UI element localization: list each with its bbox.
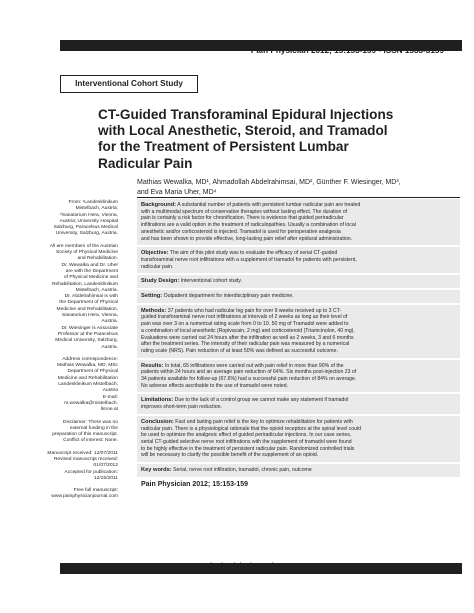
section-text: after the treatment series. The intensity of their radicular pain was measured by a numerical — [141, 341, 350, 348]
author-line: Mathias Wewalka, MD¹, Ahmadollah Abdelrahimsai, MD², Günther F. Wiesinger, MD³, — [137, 179, 401, 186]
study-design-text: Interventional cohort study. — [180, 278, 243, 285]
abstract-line — [141, 404, 456, 411]
sidebar-line: Salzburg, Paracelsus Medical — [53, 225, 118, 231]
sidebar-line: Society of Physical Medicine — [56, 250, 118, 256]
section-text: patients within 24 hours and an average pain reduction of 64%. Six months post-injection 23 of — [141, 369, 357, 376]
free-manuscript-note — [10, 488, 118, 501]
abstract-results — [137, 360, 460, 393]
section-text: 34 patients available for follow-up (67.6%) had a successful pain reduction of 84% on average. — [141, 376, 357, 383]
section-text: Evaluations were carried out 24 hours after the infiltration as well as 2 weeks, 3 and 6 months — [141, 334, 354, 341]
article-sidebar — [10, 200, 118, 507]
sidebar-line: www.painphysicianjournal.com — [51, 494, 118, 500]
abstract-line — [141, 432, 456, 439]
abstract-line — [141, 369, 456, 376]
abstract — [137, 199, 460, 490]
setting-label: Setting: — [141, 293, 163, 300]
sidebar-line: Landesklinikum Mistelbach, — [58, 382, 118, 388]
section-text: infiltrations are a valid option in the treatment of radiculopathies. Usually a combination of local — [141, 222, 356, 229]
abstract-conclusion — [137, 416, 460, 462]
sidebar-line: Medical University, Salzburg, — [55, 338, 118, 344]
article-citation: Pain Physician 2012; 15:153-159 — [141, 480, 249, 488]
abstract-line — [141, 236, 456, 243]
abstract-line — [141, 314, 456, 321]
sidebar-line: Conflict of interest: None. — [63, 438, 118, 444]
article-title — [98, 107, 428, 172]
title-line: Radicular Pain — [98, 155, 193, 171]
section-text: guided transforaminal nerve root infiltrations at intervals of 2 weeks as long as their level of — [141, 314, 348, 321]
section-text: Due to the lack of a control group we cannot make any statement if tramadol — [174, 397, 349, 404]
section-text: pain was over 3 on a numerical rating scale from 0 to 10. 50 mg of Tramadol were added to — [141, 321, 349, 328]
abstract-line — [141, 229, 456, 236]
section-text: transforaminal nerve root infiltrations with a supplement of tramadol for patients with persistent, — [141, 256, 357, 263]
title-line: for the Treatment of Persistent Lumbar — [98, 139, 349, 155]
sidebar-line: Mistelbach, Austria. — [75, 287, 118, 293]
manuscript-dates — [10, 451, 118, 482]
section-text: In total, 65 infiltrations were carried out with pain relief in more than 90% of the — [164, 362, 344, 369]
sidebar-line: Rehabilitation, Landesklinikum — [51, 281, 118, 287]
abstract-study-design — [137, 275, 460, 288]
article-category-label: Interventional Cohort Study — [60, 75, 198, 93]
section-text: rating scale (NRS). Pain reduction of at least 50% was defined as successful outcome. — [141, 347, 338, 354]
sidebar-line: From: ¹Landesklinikum — [68, 200, 118, 205]
section-text: 37 patients who had radicular leg pain for over 9 weeks received up to 3 CT- — [167, 307, 342, 314]
journal-citation-header: Pain Physician 2012; 15:153-159 • ISSN 1533-3159 — [250, 46, 444, 55]
sidebar-line: Dr. Wiesinger is Associate — [61, 325, 118, 331]
sidebar-line: ²Sanatorium Hera, Vienna, — [60, 212, 118, 218]
sidebar-line: Medicine and Rehabilitation, — [56, 306, 118, 312]
abstract-line — [141, 250, 456, 257]
sidebar-line: preparation of this manuscript. — [52, 432, 118, 438]
disclaimer — [10, 420, 118, 445]
section-text: improves short-term pain reduction. — [141, 404, 222, 411]
sidebar-line: Free full manuscript: — [73, 488, 118, 494]
section-label: Limitations: — [141, 397, 174, 404]
sidebar-line: the Department of Physical — [59, 300, 118, 306]
setting-text: Outpatient department for interdisciplinary pain medicine. — [163, 293, 294, 300]
section-text: anesthetic and/or corticosteroid is injected. Tramadol is used for perioperative analgesia — [141, 228, 341, 235]
sidebar-line: Accepted for publication: — [64, 469, 118, 475]
sidebar-line: lknoe.at — [100, 407, 118, 413]
sidebar-line: external funding in the — [69, 425, 118, 431]
abstract-line — [141, 308, 456, 315]
sidebar-line: Austria; University Hospital — [59, 218, 118, 224]
sidebar-line: Department of Physical — [67, 369, 118, 375]
section-label: Background: — [141, 202, 177, 208]
abstract-line — [141, 321, 456, 328]
abstract-line — [141, 348, 456, 355]
section-text: No adverse effects ascribable to the use of tramadol were noted. — [141, 382, 289, 389]
abstract-objective — [137, 247, 460, 273]
abstract-line — [141, 209, 456, 216]
sidebar-line: Disclaimer: There was no — [62, 419, 118, 425]
abstract-line — [141, 202, 456, 209]
section-label: Methods: — [141, 307, 167, 314]
section-label: Conclusion: — [141, 418, 174, 425]
sidebar-line: Austria. — [101, 344, 118, 350]
section-text: be used to optimize the analgesic effect of guided periradicular injections. In our case series, — [141, 432, 352, 439]
abstract-line — [141, 328, 456, 335]
abstract-line — [141, 215, 456, 222]
study-design-label: Study Design: — [141, 278, 180, 285]
keywords-label: Key words: — [141, 467, 172, 474]
abstract-line — [141, 222, 456, 229]
abstract-methods — [137, 305, 460, 358]
abstract-line — [141, 426, 456, 433]
section-text: The aim of this pilot study was to evaluate the efficacy of serial CT-guided — [169, 250, 338, 257]
abstract-limitations — [137, 394, 460, 413]
sidebar-line: m.wewalka@mistelbach. — [64, 400, 118, 406]
abstract-line — [141, 335, 456, 342]
abstract-line — [141, 363, 456, 370]
section-text: Fast and lasting pain relief is the key to optimize rehabilitation for patients with — [175, 418, 353, 425]
section-text: will be necessary to clarify the possible benefit of the supplement of an opioid. — [141, 452, 319, 459]
abstract-line — [141, 376, 456, 383]
section-text: pain is certainly a risk factor for chronification. There is evidence that guided periradicular — [141, 215, 344, 222]
section-text: serial CT-guided selective nerve root infiltrations with the supplement of tramadol were found — [141, 438, 352, 445]
author-line: and Eva Maria Uher, MD⁴ — [137, 188, 217, 196]
sidebar-line: 01/07/2012 — [93, 463, 118, 469]
sidebar-line: All are members of the Austrian — [49, 243, 118, 249]
sidebar-line: Medicine and Rehabilitation — [57, 375, 118, 381]
sidebar-line: Austria. — [101, 319, 118, 325]
affiliations — [10, 200, 118, 351]
sidebar-line: Revised manuscript received: — [53, 456, 118, 462]
abstract-line — [141, 383, 456, 390]
section-label: Results: — [141, 362, 164, 369]
section-text: and has been shown to provide effective, long-lasting pain relief after epidural administration. — [141, 235, 353, 242]
abstract-line — [141, 446, 456, 453]
abstract-line — [141, 419, 456, 426]
section-text: radicular pain. — [141, 263, 174, 270]
sidebar-line: Sanatorium Hera, Vienna, — [61, 313, 118, 319]
abstract-keywords — [137, 464, 460, 477]
sidebar-line: Dr. Abdelrahimsai is with — [64, 294, 118, 300]
sidebar-line: Mathias Wewalka, MD, MSc — [56, 363, 118, 369]
abstract-line — [141, 439, 456, 446]
section-text: with a multimodal spectrum of conservative therapies without lasting effect. The duration of — [141, 208, 348, 215]
abstract-line — [141, 397, 456, 404]
sidebar-line: Professor at the Paracelsus — [57, 331, 118, 337]
abstract-line — [141, 452, 456, 459]
abstract-setting — [137, 290, 460, 303]
sidebar-line: Address correspondence: — [62, 356, 118, 362]
abstract-line — [141, 257, 456, 264]
sidebar-line: of Physical Medicine and — [63, 275, 118, 281]
section-text: A substantial number of patients with persistent lumbar radicular pain are treated — [177, 202, 361, 208]
sidebar-line: Dr. Wewalka and Dr. Uher — [61, 262, 118, 268]
title-line: CT-Guided Transforaminal Epidural Injections — [98, 107, 394, 122]
sidebar-line: Mistelbach, Austria; — [75, 206, 118, 212]
sidebar-line: Austria — [102, 388, 118, 394]
sidebar-line: and Rehabilitation. — [77, 256, 118, 262]
abstract-line — [141, 264, 456, 271]
author-divider — [137, 197, 460, 198]
journal-website-link[interactable]: www.painphysicianjournal.com — [183, 561, 291, 570]
section-text: radicular pain. There is a physiological rationale that the opioid receptors at the spinal level could — [141, 425, 361, 432]
correspondence-address — [10, 357, 118, 414]
sidebar-line: University, Salzburg, Austria. — [55, 231, 118, 237]
keywords-text: Serial, nerve root infiltration, tramadol, chronic pain, outcome — [173, 467, 312, 474]
author-list — [137, 178, 457, 197]
sidebar-line: are with the Department — [65, 268, 118, 274]
sidebar-line: E-mail: — [102, 394, 118, 400]
sidebar-line: Manuscript received: 12/07/2011 — [47, 450, 118, 456]
abstract-line — [141, 341, 456, 348]
section-text: to be highly effective in the treatment of persistent radicular pain. Randomized controlled trials — [141, 445, 355, 452]
section-text: a combination of local anesthetic (Ropivacain, 2 mg) and corticosteroid (Triamcinolon, 40 mg). — [141, 327, 355, 334]
abstract-background — [137, 199, 460, 245]
section-label: Objective: — [141, 250, 169, 257]
sidebar-line: 12/15/2011 — [93, 475, 118, 481]
title-line: with Local Anesthetic, Steroid, and Tramadol — [98, 123, 388, 139]
